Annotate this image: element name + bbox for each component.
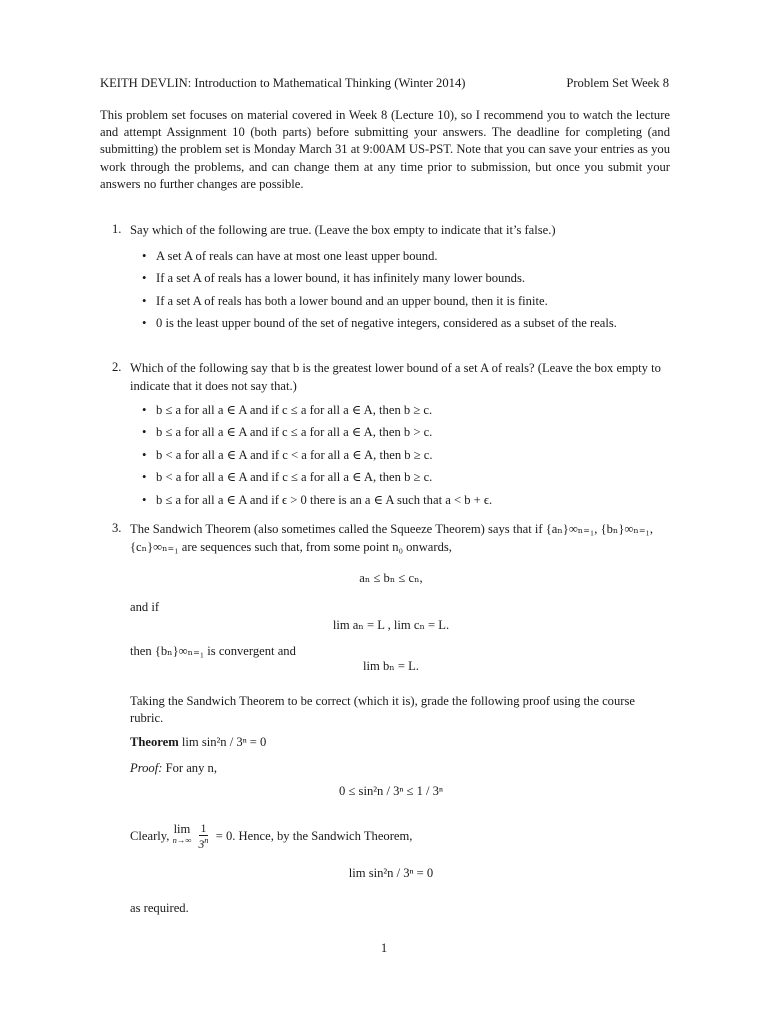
list-item: • If a set A of reals has a lower bound, it has infinitely many lower bounds. (142, 271, 525, 286)
theorem-label: Theorem (130, 735, 179, 749)
limit-operator: lim n→∞ (172, 822, 192, 846)
question-2 (112, 360, 670, 507)
theorem-statement (130, 735, 266, 750)
question-text-line-2: {cₙ}∞ₙ₌₁ are sequences such that, from some point n₀ onwards, (130, 539, 452, 554)
question-text: Which of the following say that b is the greatest lower bound of a set A of reals? (Leave the box empty to indicate that it does not say that.) (130, 361, 661, 393)
equation-ordering: aₙ ≤ bₙ ≤ cₙ, (359, 571, 423, 585)
theorem-equation: lim sin²n / 3ⁿ = 0 (181, 735, 267, 749)
clearly-line (130, 823, 412, 851)
then-text: then {bₙ}∞ₙ₌₁ is convergent and (130, 644, 296, 658)
list-item: • If a set A of reals has both a lower bound and an upper bound, then it is finite. (142, 293, 548, 308)
taking-text: Taking the Sandwich Theorem to be correct (which it is), grade the following proof using the course rubric. (130, 694, 635, 725)
equation-inequality: 0 ≤ sin²n / 3ⁿ ≤ 1 / 3ⁿ (339, 784, 443, 798)
proof-text: For any n, (165, 761, 217, 775)
clearly-suffix: = 0. Hence, by the Sandwich Theorem, (215, 828, 413, 843)
question-number: 1. (112, 222, 122, 236)
page-header (100, 76, 669, 91)
list-item: • b < a for all a ∈ A and if c ≤ a for all a ∈ A, then b ≥ c. (142, 470, 433, 485)
proof-line (130, 761, 217, 776)
course-title: KEITH DEVLIN: Introduction to Mathematical Thinking (Winter 2014) (100, 76, 466, 90)
question-number: 2. (112, 360, 122, 374)
clearly-prefix: Clearly, (130, 828, 170, 843)
question-1 (112, 222, 670, 331)
problem-set-label: Problem Set Week 8 (566, 76, 669, 90)
question-text-line-1: The Sandwich Theorem (also sometimes called the Squeeze Theorem) says that if {aₙ}∞ₙ₌₁, {bₙ}∞ₙ₌₁, (130, 522, 654, 536)
proof-label: Proof: (130, 761, 163, 775)
equation-conclusion: lim sin²n / 3ⁿ = 0 (348, 866, 434, 880)
question-1-options (142, 248, 617, 338)
question-3 (112, 521, 670, 921)
list-item: • 0 is the least upper bound of the set of negative integers, considered as a subset of the reals. (142, 316, 617, 331)
equation-limits: lim aₙ = L , lim cₙ = L. (332, 618, 450, 632)
question-text: Say which of the following are true. (Leave the box empty to indicate that it’s false.) (130, 223, 556, 237)
as-required-text: as required. (130, 901, 189, 915)
page-number: 1 (380, 941, 388, 955)
fraction-one-over-3n: $\frac{1}{3^n}$ (198, 823, 209, 851)
list-item: • b < a for all a ∈ A and if c < a for all a ∈ A, then b ≥ c. (142, 447, 433, 462)
list-item: • A set A of reals can have at most one least upper bound. (142, 249, 438, 263)
equation-limit-b: lim bₙ = L. (363, 659, 419, 673)
list-item: • b ≤ a for all a ∈ A and if c ≤ a for all a ∈ A, then b > c. (142, 425, 433, 440)
list-item: • b ≤ a for all a ∈ A and if ϵ > 0 there is an a ∈ A such that a < b + ϵ. (142, 492, 493, 507)
list-item: • b ≤ a for all a ∈ A and if c ≤ a for all a ∈ A, then b ≥ c. (142, 403, 433, 417)
and-if-text: and if (130, 600, 160, 614)
question-number: 3. (112, 521, 122, 535)
intro-paragraph: This problem set focuses on material covered in Week 8 (Lecture 10), so I recommend you to watch the lecture and attempt Assignment 10 (both parts) before submitting your answers. The deadline for completing (and submitting) the problem set is Monday March 31 at 9:00AM US-PST. Note that you can save your entries as you work through the problems, and can change them at any time prior to submission, but once you submit your answers no further changes are possible. (100, 108, 670, 191)
question-2-options (142, 402, 492, 514)
